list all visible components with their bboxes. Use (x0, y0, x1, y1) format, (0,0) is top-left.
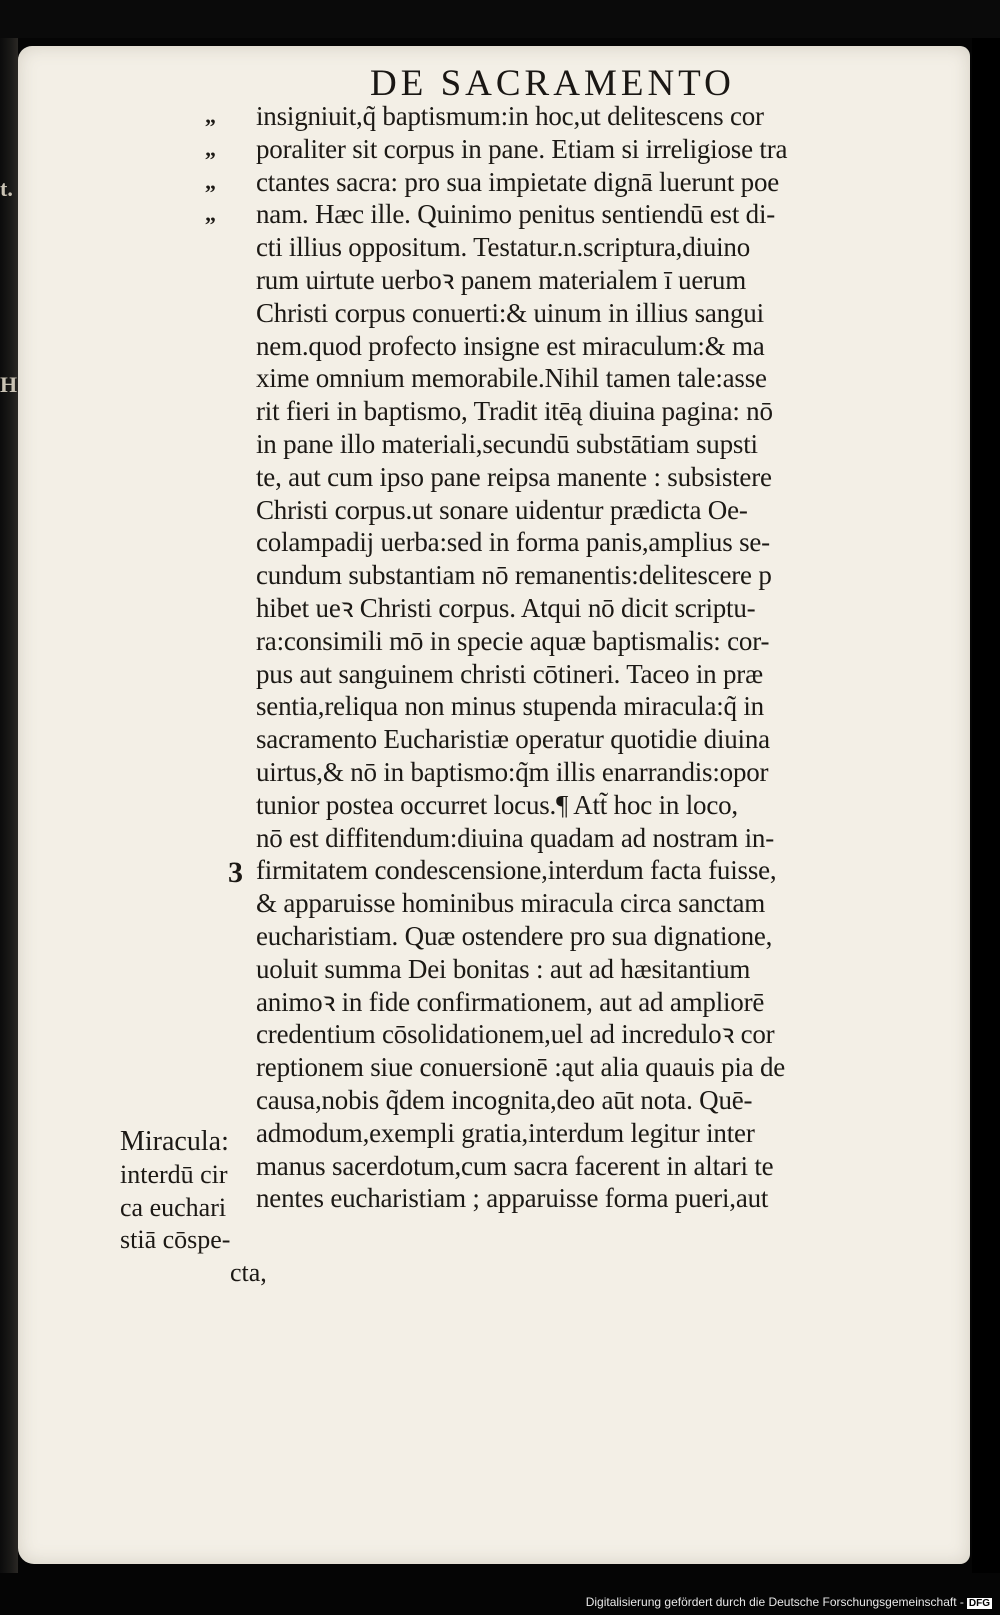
section-number: 3 (228, 856, 243, 889)
text-line: & apparuisse hominibus miracula circa sanctam (256, 888, 766, 919)
text-line: nem.quod profecto insigne est miraculum:& ma (256, 330, 765, 361)
digitization-credit (586, 1595, 992, 1609)
quotation-mark: „ (205, 168, 216, 194)
text-line: rum uirtute uerboꝛ panem materialem ī uerum (256, 264, 747, 295)
text-line: uoluit summa Dei bonitas : aut ad hæsitantium (256, 953, 751, 984)
right-black-border (972, 38, 1000, 1573)
text-line: pus aut sanguinem christi cōtineri. Taceo in præ (256, 658, 763, 689)
text-line: tunior postea occurret locus.¶ Att̃ hoc in loco, (256, 789, 738, 820)
text-line: nam. Hæc ille. Quinimo penitus sentiendū est di- (256, 199, 776, 230)
text-line: firmitatem condescensione,interdum facta fuisse, (256, 855, 777, 886)
marginal-note-line: stiā cōspe- (120, 1225, 231, 1255)
text-line: animoꝛ in fide confirmationem, aut ad ampliorē (256, 986, 765, 1017)
text-line: Christi corpus conuerti:& uinum in illius sangui (256, 297, 764, 328)
text-line: reptionem siue conuersionē :ąut alia quauis pia de (256, 1052, 786, 1083)
text-line: causa,nobis q̃dem incognita,deo aūt nota. Quē- (256, 1084, 753, 1115)
edge-fragment: H (0, 372, 18, 397)
credit-text: Digitalisierung gefördert durch die Deutsche Forschungsgemeinschaft - (585, 1595, 964, 1609)
text-line: poraliter sit corpus in pane. Etiam si irreligiose tra (256, 133, 788, 164)
text-line: xime omnium memorabile.Nihil tamen tale:asse (256, 363, 767, 394)
text-line: admodum,exempli gratia,interdum legitur inter (256, 1117, 755, 1148)
dfg-logo: DFG (968, 1598, 990, 1609)
text-line: credentium cōsolidationem,uel ad increduloꝛ cor (256, 1019, 775, 1050)
text-line: insigniuit,q̃ baptismum:in hoc,ut delitescens cor (256, 101, 764, 131)
text-line: nō est diffitendum:diuina quadam ad nostram in- (256, 822, 774, 853)
marginal-note-line: interdū cir (120, 1159, 228, 1189)
edge-fragment: t. (0, 176, 13, 201)
marginal-note-line: Miracula: (120, 1126, 229, 1157)
text-line: ra:consimili mō in specie aquæ baptismalis: cor- (256, 625, 770, 656)
text-line: ctantes sacra: pro sua impietate dignā luerunt poe (256, 166, 780, 197)
text-line: colampadij uerba:sed in forma panis,amplius se- (256, 527, 770, 558)
text-line: cundum substantiam nō remanentis:delitescere p (256, 560, 772, 591)
main-text-block (256, 100, 936, 1215)
quotation-marks-column (205, 100, 245, 231)
quotation-mark: „ (205, 135, 216, 161)
running-head: DE SACRAMENTO (370, 63, 735, 104)
quotation-mark: „ (205, 103, 216, 128)
text-line: Christi corpus.ut sonare uidentur prædicta Oe- (256, 494, 748, 525)
marginal-note-line: ca euchari (120, 1192, 227, 1222)
text-line: sentia,reliqua non minus stupenda miracula:q̃ in (256, 691, 764, 722)
text-line: rit fieri in baptismo, Tradit itēą diuina pagina: nō (256, 396, 773, 427)
marginal-note (120, 1126, 267, 1290)
text-line: uirtus,& nō in baptismo:q̃m illis enarrandis:opor (256, 756, 769, 787)
text-line: in pane illo materiali,secundū substātiam supsti (256, 428, 758, 459)
marginal-note-line: cta, (230, 1258, 267, 1288)
text-line: te, aut cum ipso pane reipsa manente : subsistere (256, 461, 772, 492)
text-line: eucharistiam. Quæ ostendere pro sua dignatione, (256, 920, 773, 951)
text-line: nentes eucharistiam ; apparuisse forma pueri,aut (256, 1183, 769, 1214)
text-line: cti illius oppositum. Testatur.n.scriptura,diuino (256, 232, 751, 263)
quotation-mark: „ (205, 201, 216, 227)
text-line: hibet ueꝛ Christi corpus. Atqui nō dicit scriptu- (256, 592, 756, 623)
text-line: sacramento Eucharistiæ operatur quotidie diuina (256, 724, 770, 755)
top-black-border (0, 0, 1000, 38)
adjacent-page-edge (0, 38, 18, 1573)
text-line: manus sacerdotum,cum sacra facerent in altari te (256, 1150, 774, 1181)
